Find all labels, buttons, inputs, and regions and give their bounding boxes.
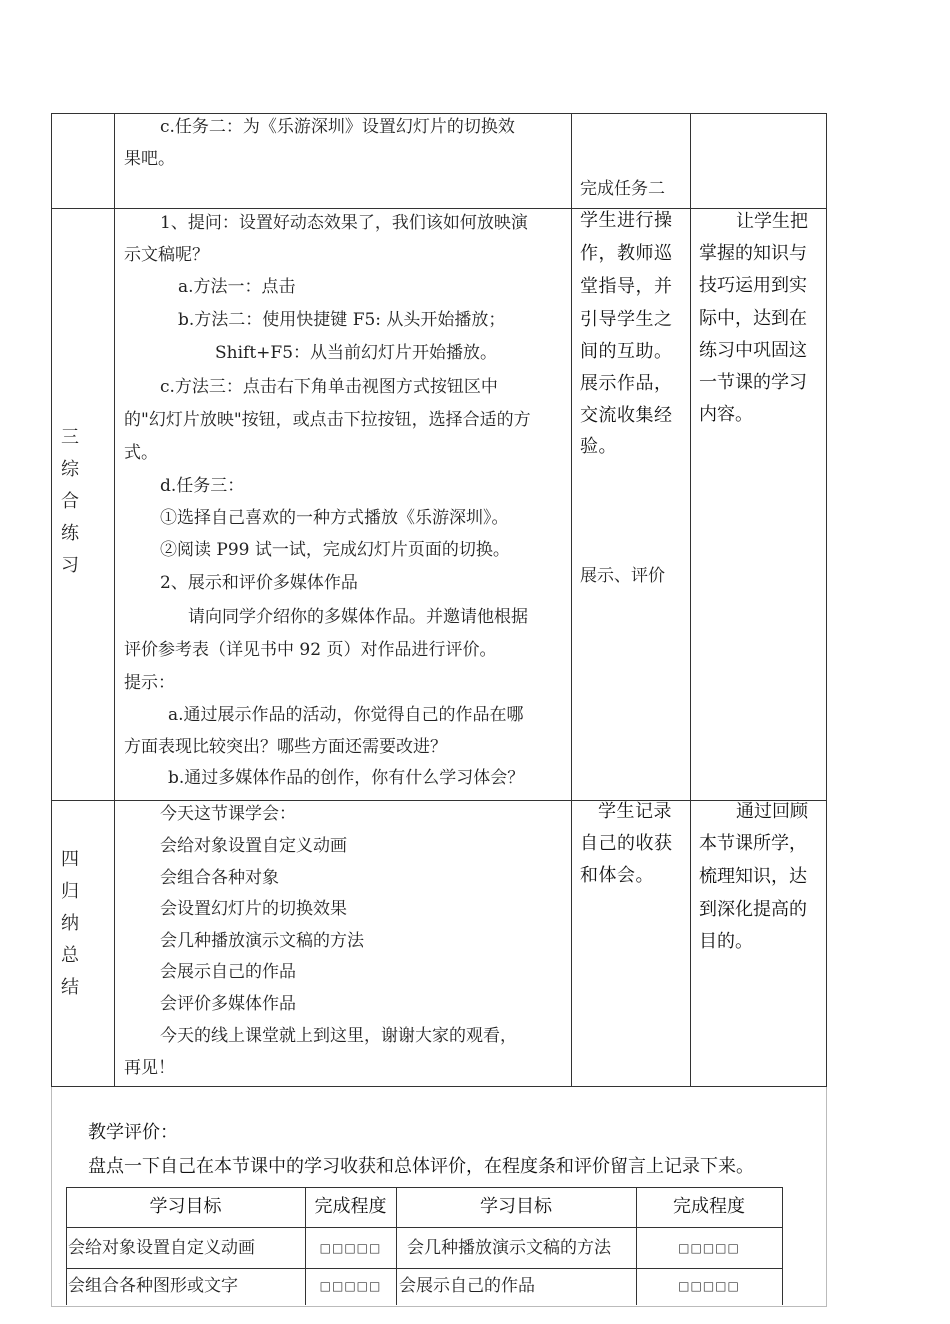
table-row-divider: [51, 208, 827, 209]
eval-frame-left: [51, 1087, 52, 1307]
activity-line: 学生记录: [598, 801, 672, 822]
eval-heading: 教学评价：: [88, 1122, 178, 1143]
content-line: a.方法一：点击: [178, 277, 296, 297]
content-line: d.任务三：: [160, 476, 245, 496]
content-line: 会展示自己的作品: [160, 962, 296, 982]
intent-line: 梳理知识，达: [699, 866, 807, 887]
intent-line: 到深化提高的: [699, 899, 807, 920]
table-border-right: [826, 113, 827, 1087]
content-line: 式。: [124, 443, 158, 463]
content-line: 会设置幻灯片的切换效果: [160, 899, 347, 919]
eval-table-row-divider: [66, 1227, 783, 1228]
eval-frame-right: [826, 1087, 827, 1307]
content-line: 会组合各种对象: [160, 868, 279, 888]
content-line: 方面表现比较突出？哪些方面还需要改进？: [124, 737, 447, 757]
stage-label-summary: 四 归 纳 总 结: [61, 849, 79, 998]
intent-line: 让学生把: [736, 211, 808, 232]
intent-line: 内容。: [699, 404, 753, 425]
content-line: 会几种播放演示文稿的方法: [160, 931, 364, 951]
content-line: 1、提问：设置好动态效果了，我们该如何放映演: [160, 213, 528, 233]
eval-header-goal: 学习目标: [149, 1196, 222, 1217]
content-line: 请向同学介绍你的多媒体作品。并邀请他根据: [188, 607, 528, 627]
table-row-divider: [51, 800, 827, 801]
content-line: a.通过展示作品的活动，你觉得自己的作品在哪: [168, 705, 524, 725]
content-line: 今天的线上课堂就上到这里，谢谢大家的观看，: [160, 1026, 517, 1046]
degree-checkboxes[interactable]: □□□□□: [678, 1241, 740, 1255]
content-line: c.方法三：点击右下角单击视图方式按钮区中: [160, 377, 498, 397]
eval-table-border-top: [66, 1187, 783, 1188]
table-border-left: [51, 113, 52, 1087]
eval-frame-bottom: [51, 1306, 827, 1307]
intent-line: 际中，达到在: [699, 308, 807, 329]
table-col-divider: [114, 113, 115, 1087]
activity-line: 交流收集经: [580, 405, 673, 426]
activity-line: 作，教师巡: [580, 243, 673, 264]
eval-goal-cell: 会展示自己的作品: [399, 1276, 535, 1296]
eval-instruction: 盘点一下自己在本节课中的学习收获和总体评价，在程度条和评价留言上记录下来。: [88, 1156, 754, 1177]
activity-line: 间的互助。: [580, 341, 673, 362]
content-line: ①选择自己喜欢的一种方式播放《乐游深圳》。: [160, 508, 509, 528]
activity-line: 展示、评价: [580, 566, 665, 586]
stage-label-practice: 三 综 合 练 习: [61, 427, 79, 576]
content-line: 2、展示和评价多媒体作品: [160, 573, 358, 593]
intent-line: 掌握的知识与: [699, 243, 807, 264]
eval-header-goal: 学习目标: [480, 1196, 552, 1217]
activity-line: 堂指导，并: [580, 276, 673, 297]
content-line: ②阅读 P99 试一试，完成幻灯片页面的切换。: [160, 540, 510, 560]
content-line: 今天这节课学会：: [160, 804, 296, 824]
content-line: 提示：: [124, 673, 175, 693]
intent-line: 通过回顾: [736, 801, 808, 822]
eval-table-border-right: [782, 1187, 783, 1305]
content-line: 的"幻灯片放映"按钮，或点击下拉按钮，选择合适的方: [124, 410, 531, 430]
activity-line: 学生进行操: [580, 210, 673, 231]
degree-checkboxes[interactable]: □□□□□: [678, 1279, 740, 1293]
content-line: c.任务二：为《乐游深圳》设置幻灯片的切换效: [160, 117, 515, 137]
degree-checkboxes[interactable]: □□□□□: [319, 1241, 382, 1255]
eval-goal-cell: 会几种播放演示文稿的方法: [407, 1238, 611, 1258]
table-border-bottom: [51, 1086, 827, 1087]
content-line: 示文稿呢？: [124, 245, 209, 265]
eval-header-degree: 完成程度: [673, 1196, 745, 1217]
activity-cell-continued: 完成任务二: [580, 179, 665, 199]
intent-line: 本节课所学，: [699, 833, 807, 854]
eval-header-degree: 完成程度: [314, 1196, 387, 1217]
content-line: Shift+F5：从当前幻灯片开始播放。: [215, 343, 498, 363]
intent-line: 目的。: [699, 931, 753, 952]
intent-line: 一节课的学习: [699, 372, 807, 393]
activity-line: 和体会。: [580, 865, 654, 886]
eval-table-row-divider: [66, 1268, 783, 1269]
intent-line: 练习中巩固这: [699, 340, 807, 361]
content-line: b.方法二：使用快捷键 F5: 从头开始播放；: [178, 310, 506, 330]
activity-line: 引导学生之: [580, 309, 673, 330]
content-line: 评价参考表（详见书中 92 页）对作品进行评价。: [124, 640, 497, 660]
activity-line: 验。: [580, 436, 617, 457]
intent-line: 技巧运用到实: [699, 275, 807, 296]
content-line: 果吧。: [124, 149, 175, 169]
eval-goal-cell: 会给对象设置自定义动画: [68, 1238, 255, 1258]
content-line: 再见！: [124, 1058, 175, 1078]
activity-line: 展示作品，: [580, 373, 673, 394]
table-col-divider: [690, 113, 691, 1087]
table-col-divider: [571, 113, 572, 1087]
content-line: b.通过多媒体作品的创作，你有什么学习体会？: [168, 768, 525, 788]
content-line: 会评价多媒体作品: [160, 994, 296, 1014]
table-border-top: [51, 113, 827, 114]
degree-checkboxes[interactable]: □□□□□: [319, 1279, 382, 1293]
activity-line: 自己的收获: [580, 833, 673, 854]
eval-goal-cell: 会组合各种图形或文字: [68, 1276, 238, 1296]
content-line: 会给对象设置自定义动画: [160, 836, 347, 856]
